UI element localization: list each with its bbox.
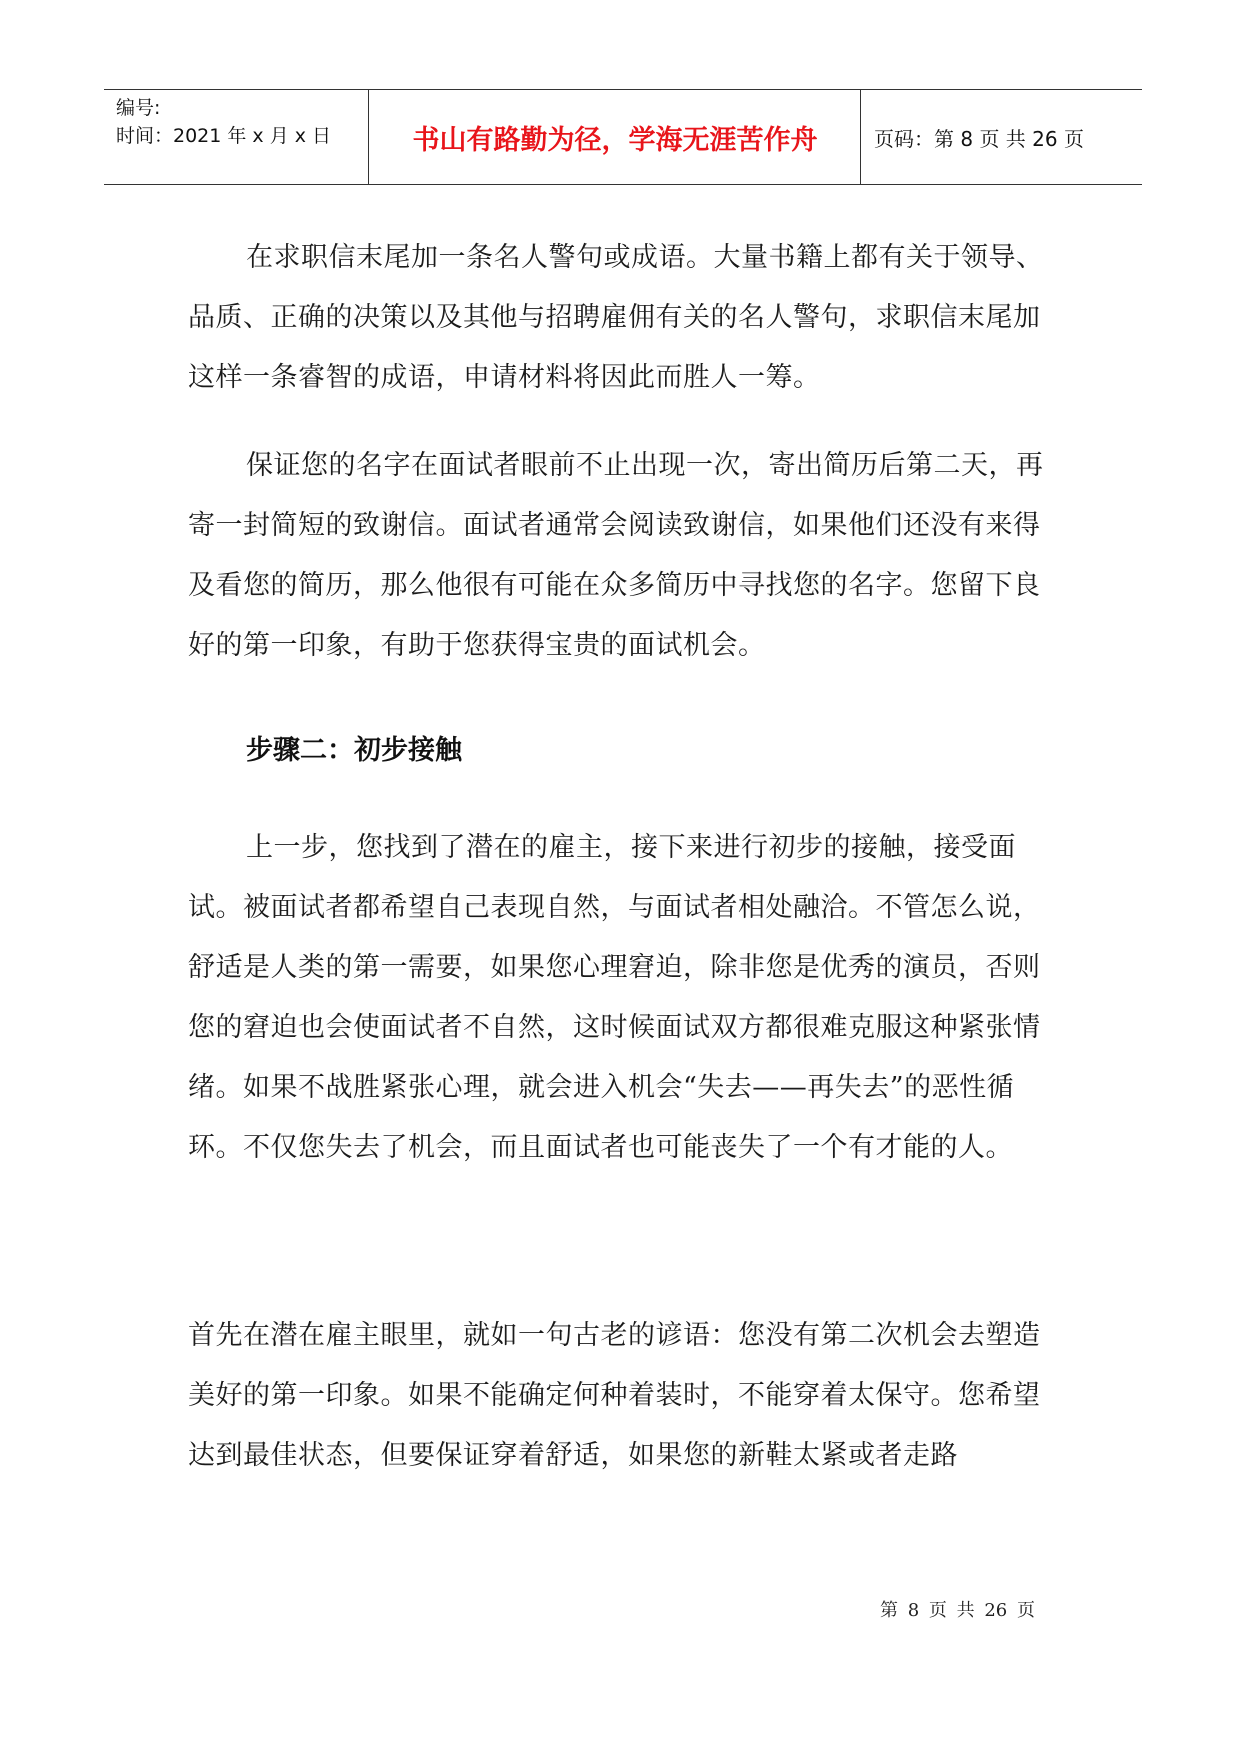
page-footer: 第 8 页 共 26 页 [880,1600,1035,1621]
header-info [116,94,366,150]
paragraph-text: 在求职信末尾加一条名人警句或成语。大量书籍上都有关于领导、品质、正确的决策以及其他与招聘雇佣有关的名人警句，求职信末尾加这样一条睿智的成语，申请材料将因此而胜人一筹。 [188,242,1044,393]
header-page-label: 页码：第 8 页 共 26 页 [874,126,1084,151]
number-label: 编号: [116,97,161,119]
section-heading: 步骤二：初步接触 [246,735,462,766]
paragraph-text: 首先在潜在雇主眼里，就如一句古老的谚语：您没有第二次机会去塑造美好的第一印象。如果不能确定何种着装时，不能穿着太保守。您希望达到最佳状态，但要保证穿着舒适，如果您的新鞋太紧或者走路 [188,1320,1041,1471]
paragraph-text: 上一步，您找到了潜在的雇主，接下来进行初步的接触，接受面试。被面试者都希望自己表现自然，与面试者相处融洽。不管怎么说，舒适是人类的第一需要，如果您心理窘迫，除非您是优秀的演员，否则您的窘迫也会使面试者不自然，这时候面试双方都很难克服这种紧张情绪。如果不战胜紧张心理，就会进入机会“失去——再失去”的恶性循环。不仅您失去了机会，而且面试者也可能丧失了一个有才能的人。 [188,832,1041,1163]
header-divider [368,90,369,184]
paragraph-4 [188,1306,1060,1486]
header-divider [860,90,861,184]
paragraph-text: 保证您的名字在面试者眼前不止出现一次，寄出简历后第二天，再寄一封简短的致谢信。面试者通常会阅读致谢信，如果他们还没有来得及看您的简历，那么他很有可能在众多简历中寻找您的名字。您留下良好的第一印象，有助于您获得宝贵的面试机会。 [188,450,1044,661]
time-label: 时间：2021 年 x 月 x 日 [116,125,332,147]
paragraph-2 [188,436,1060,676]
header-motto: 书山有路勤为径，学海无涯苦作舟 [412,124,818,156]
page-header [104,89,1142,185]
paragraph-1 [188,228,1060,408]
paragraph-3 [188,818,1060,1178]
